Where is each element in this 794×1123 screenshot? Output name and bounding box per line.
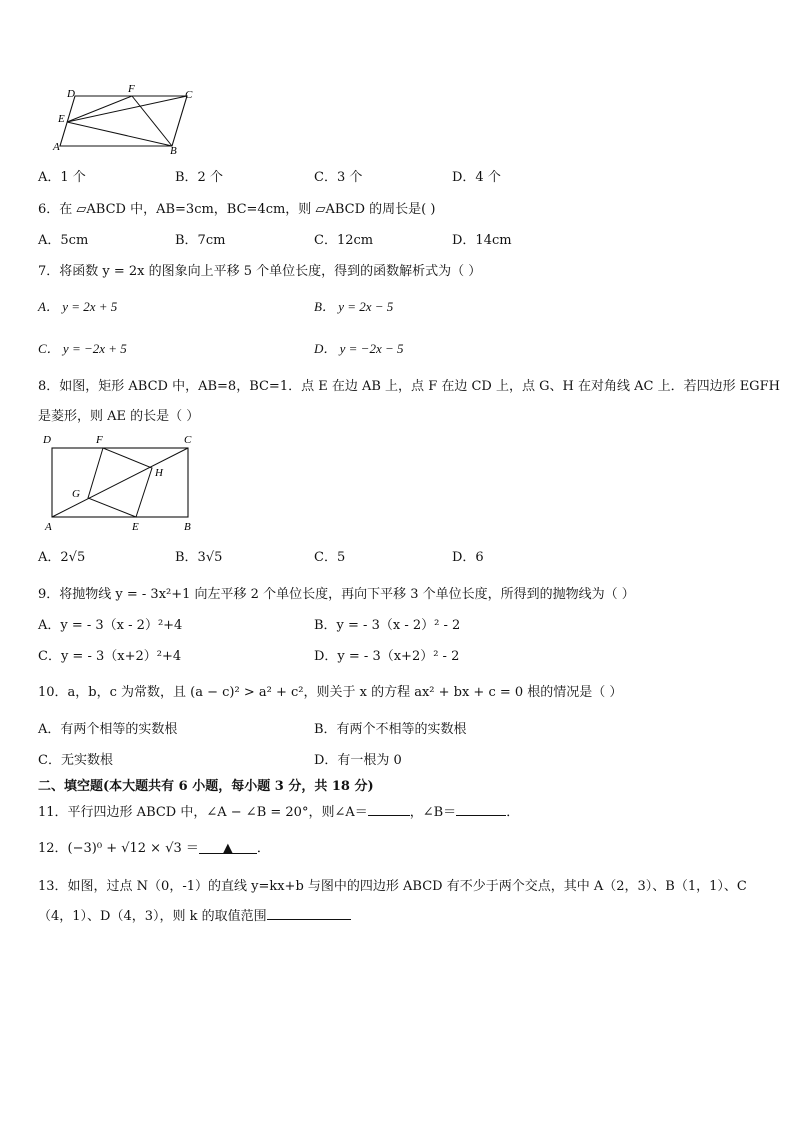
q8-option-b: B．3√5 bbox=[175, 550, 223, 565]
q5-option-b: B．2 个 bbox=[175, 170, 223, 185]
q7-option-a: A． y = 2x + 5 bbox=[38, 299, 118, 314]
q11-text-end: ． bbox=[506, 805, 520, 820]
q9-option-a: A．y = - 3（x - 2）²+4 bbox=[38, 618, 183, 633]
q8-stem-line2: 是菱形，则 AE 的长是（ ） bbox=[38, 409, 200, 424]
label-f: F bbox=[128, 84, 135, 95]
q5-option-a: A．1 个 bbox=[38, 170, 86, 185]
q13-stem-line1: 13．如图，过点 N（0，-1）的直线 y=kx+b 与图中的四边形 ABCD 有不少于两个交点，其中 A（2，3）、B（1，1）、C bbox=[38, 879, 747, 894]
q13-blank[interactable] bbox=[267, 907, 351, 920]
q11-blank-b[interactable] bbox=[456, 803, 506, 816]
label-d: D bbox=[43, 434, 51, 446]
label-d: D bbox=[67, 88, 75, 100]
figure-parallelogram bbox=[52, 84, 202, 156]
q12-fill-marker: ▲ bbox=[222, 841, 233, 856]
q10-option-b: B．有两个不相等的实数根 bbox=[314, 722, 467, 737]
q10-option-a: A．有两个相等的实数根 bbox=[38, 722, 178, 737]
label-c: C bbox=[184, 434, 192, 446]
label-e: E bbox=[58, 113, 65, 125]
q8-option-d: D．6 bbox=[452, 550, 484, 565]
label-a: A bbox=[53, 141, 60, 153]
q10-stem: 10．a，b，c 为常数，且 (a − c)² > a² + c²，则关于 x 的方程 ax² + bx + c = 0 根的情况是（ ） bbox=[38, 685, 623, 700]
q9-option-d: D．y = - 3（x+2）² - 2 bbox=[314, 649, 460, 664]
q12-text-end: ． bbox=[256, 841, 270, 856]
q5-option-c: C．3 个 bbox=[314, 170, 363, 185]
q6-option-a: A．5cm bbox=[38, 233, 89, 248]
q10-option-c: C．无实数根 bbox=[38, 753, 113, 768]
q11-text-mid: ，∠B＝ bbox=[409, 805, 457, 820]
q13-stem-line2 bbox=[38, 905, 351, 924]
q7-option-b: B． y = 2x − 5 bbox=[314, 299, 394, 314]
q12-text-pre: 12．(−3)⁰ + √12 × √3 ＝ bbox=[38, 841, 199, 856]
q10-option-d: D．有一根为 0 bbox=[314, 753, 402, 768]
q8-option-c: C．5 bbox=[314, 550, 346, 565]
q12-line bbox=[38, 837, 270, 856]
q11-blank-a[interactable] bbox=[368, 803, 410, 816]
label-a: A bbox=[45, 521, 52, 533]
diagonal-ac bbox=[52, 448, 188, 517]
figure-rectangle-rhombus bbox=[40, 430, 200, 534]
label-h: H bbox=[155, 467, 163, 479]
q8-option-a: A．2√5 bbox=[38, 550, 86, 565]
segment-ec bbox=[67, 96, 187, 122]
label-e: E bbox=[132, 521, 139, 533]
label-c: C bbox=[185, 89, 193, 101]
q7-option-d: D． y = −2x − 5 bbox=[314, 341, 404, 356]
q6-option-c: C．12cm bbox=[314, 233, 374, 248]
label-f: F bbox=[96, 434, 103, 446]
q6-option-d: D．14cm bbox=[452, 233, 512, 248]
parallelogram-outline bbox=[60, 96, 187, 146]
label-b: B bbox=[170, 145, 177, 156]
q12-blank[interactable] bbox=[199, 841, 257, 854]
section-heading-fill-in: 二、填空题(本大题共有 6 小题，每小题 3 分，共 18 分) bbox=[38, 779, 374, 794]
q6-option-b: B．7cm bbox=[175, 233, 226, 248]
q11-text-pre: 11．平行四边形 ABCD 中，∠A − ∠B = 20°，则∠A＝ bbox=[38, 805, 368, 820]
q7-option-c: C． y = −2x + 5 bbox=[38, 341, 127, 356]
q5-option-d: D．4 个 bbox=[452, 170, 501, 185]
segment-ef bbox=[67, 96, 132, 122]
q7-stem: 7．将函数 y = 2x 的图象向上平移 5 个单位长度，得到的函数解析式为（ ） bbox=[38, 264, 482, 279]
q13-text: （4，1）、D（4，3），则 k 的取值范围 bbox=[38, 909, 267, 924]
q9-option-c: C．y = - 3（x+2）²+4 bbox=[38, 649, 182, 664]
q9-stem: 9．将抛物线 y = - 3x²+1 向左平移 2 个单位长度，再向下平移 3 个单位长度，所得到的抛物线为（ ） bbox=[38, 587, 635, 602]
q8-stem-line1: 8．如图，矩形 ABCD 中，AB=8，BC=1．点 E 在边 AB 上，点 F 在边 CD 上，点 G、H 在对角线 AC 上．若四边形 EGFH bbox=[38, 379, 780, 394]
label-b: B bbox=[184, 521, 191, 533]
q9-option-b: B．y = - 3（x - 2）² - 2 bbox=[314, 618, 461, 633]
q6-stem: 6．在 ▱ABCD 中，AB=3cm，BC=4cm，则 ▱ABCD 的周长是( ) bbox=[38, 202, 436, 217]
label-g: G bbox=[72, 488, 80, 500]
q11-line bbox=[38, 801, 519, 820]
